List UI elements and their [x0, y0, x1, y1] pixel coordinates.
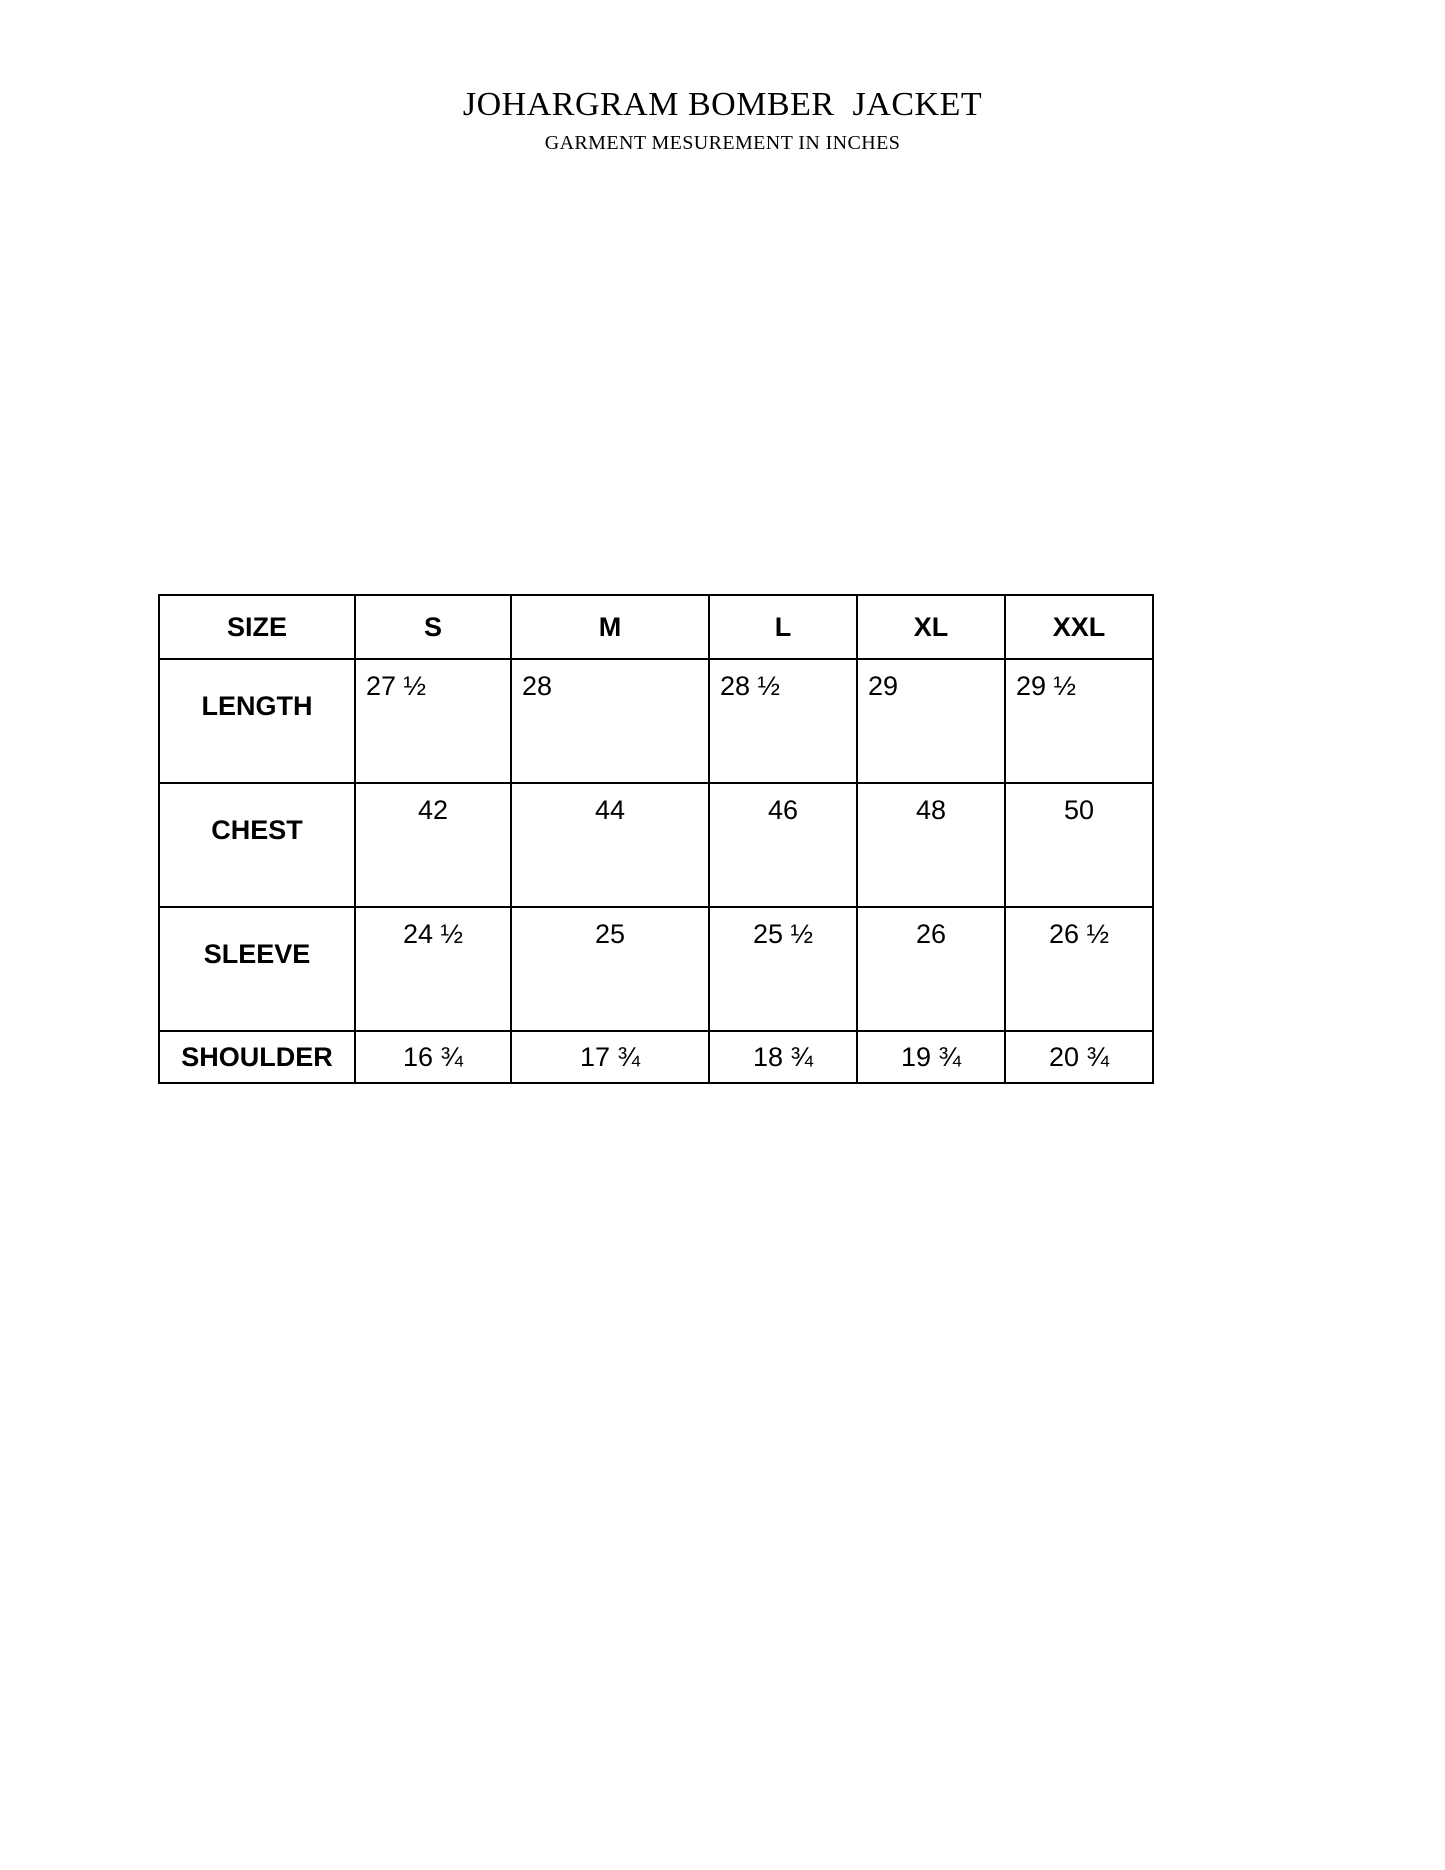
cell-length-l: 28 ½	[709, 659, 857, 783]
cell-length-xl: 29	[857, 659, 1005, 783]
page-title: JOHARGRAM BOMBER JACKET	[462, 86, 983, 123]
cell-shoulder-xxl: 20 ¾	[1005, 1031, 1153, 1083]
table-header-row	[159, 595, 1153, 659]
cell-chest-l: 46	[709, 783, 857, 907]
cell-sleeve-s: 24 ½	[355, 907, 511, 1031]
table-row	[159, 907, 1153, 1031]
row-label-sleeve: SLEEVE	[159, 907, 355, 1031]
cell-sleeve-xxl: 26 ½	[1005, 907, 1153, 1031]
column-header-xxl: XXL	[1005, 595, 1153, 659]
column-header-size: SIZE	[159, 595, 355, 659]
cell-shoulder-l: 18 ¾	[709, 1031, 857, 1083]
cell-sleeve-xl: 26	[857, 907, 1005, 1031]
cell-sleeve-m: 25	[511, 907, 709, 1031]
cell-chest-xl: 48	[857, 783, 1005, 907]
size-chart-table	[158, 594, 1154, 1084]
row-label-chest: CHEST	[159, 783, 355, 907]
title-block	[0, 86, 1445, 155]
cell-sleeve-l: 25 ½	[709, 907, 857, 1031]
row-label-length: LENGTH	[159, 659, 355, 783]
column-header-l: L	[709, 595, 857, 659]
table-row	[159, 659, 1153, 783]
row-label-shoulder: SHOULDER	[159, 1031, 355, 1083]
column-header-s: S	[355, 595, 511, 659]
table-row	[159, 783, 1153, 907]
cell-length-s: 27 ½	[355, 659, 511, 783]
cell-length-m: 28	[511, 659, 709, 783]
cell-length-xxl: 29 ½	[1005, 659, 1153, 783]
page-subtitle: GARMENT MESUREMENT IN INCHES	[544, 132, 901, 155]
cell-chest-xxl: 50	[1005, 783, 1153, 907]
cell-shoulder-xl: 19 ¾	[857, 1031, 1005, 1083]
cell-shoulder-s: 16 ¾	[355, 1031, 511, 1083]
column-header-m: M	[511, 595, 709, 659]
column-header-xl: XL	[857, 595, 1005, 659]
cell-shoulder-m: 17 ¾	[511, 1031, 709, 1083]
table-row	[159, 1031, 1153, 1083]
cell-chest-s: 42	[355, 783, 511, 907]
cell-chest-m: 44	[511, 783, 709, 907]
